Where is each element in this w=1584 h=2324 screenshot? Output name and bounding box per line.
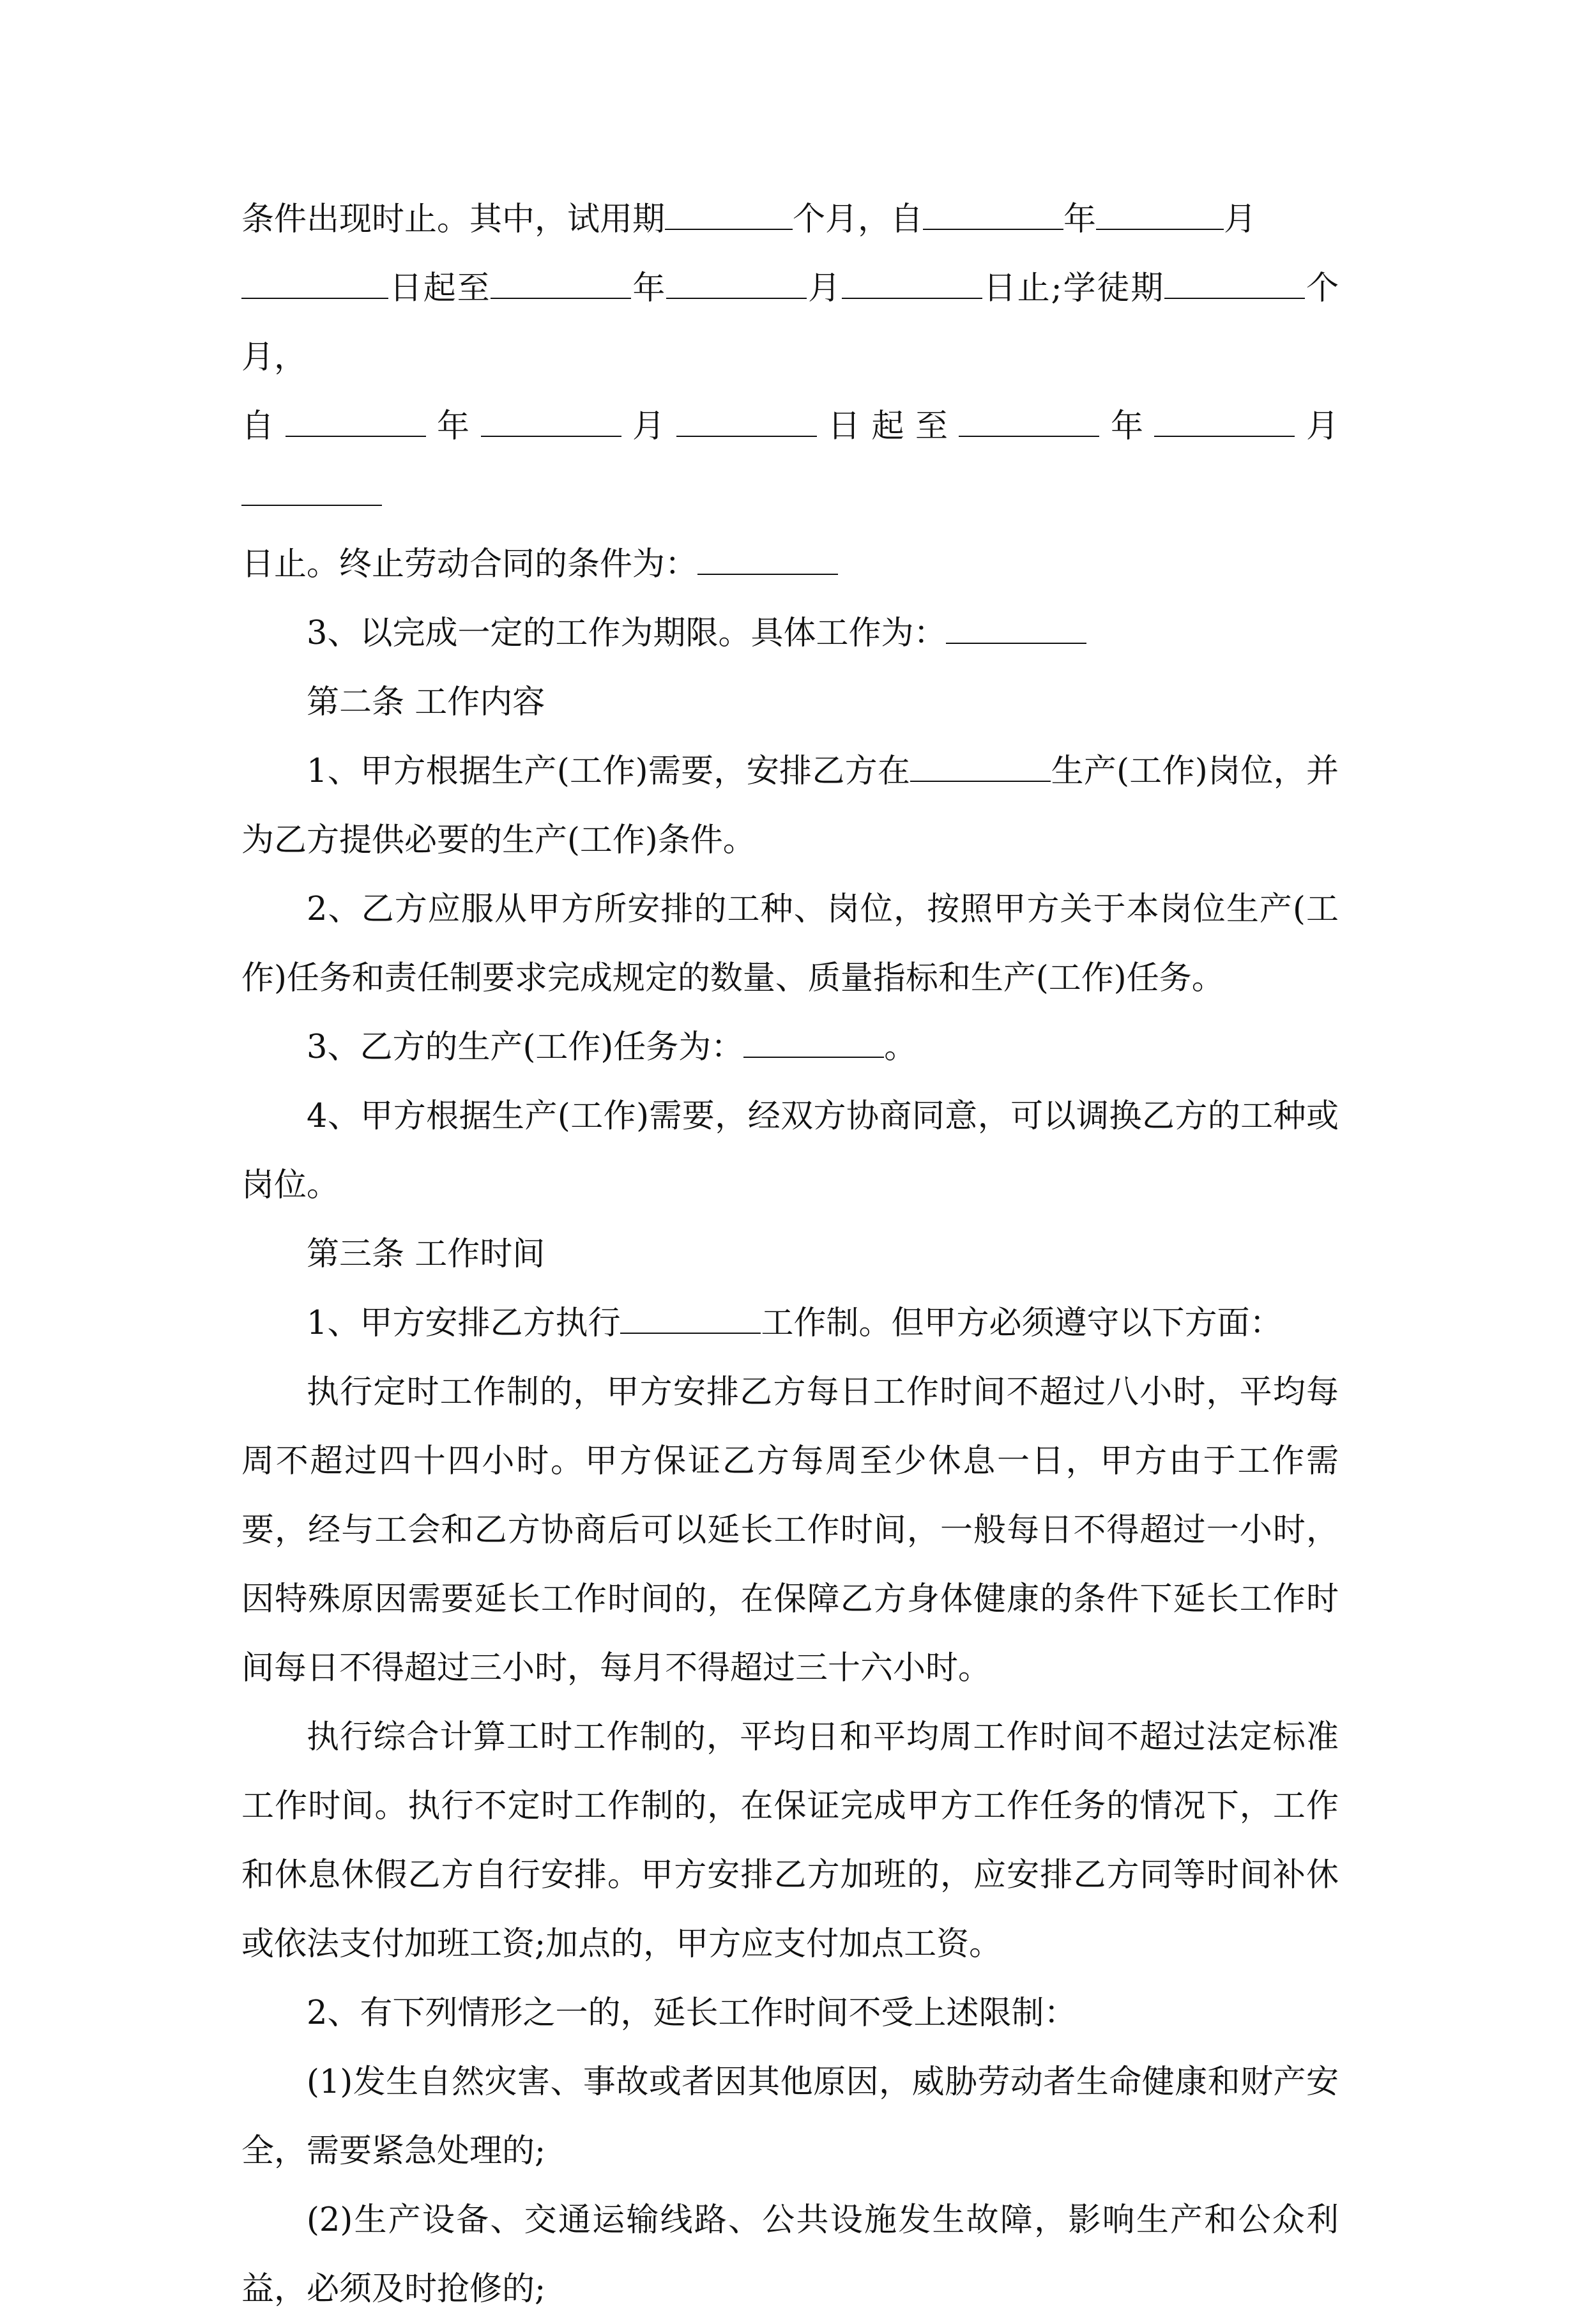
text: 月 [1295, 408, 1339, 445]
blank-line [946, 617, 1086, 644]
blank-line [910, 755, 1051, 782]
blank-line [1096, 203, 1224, 230]
paragraph [241, 185, 1339, 254]
paragraph: (2)生产设备、交通运输线路、公共设施发生故障，影响生产和公众利益，必须及时抢修的; [241, 2201, 1339, 2308]
blank-line [666, 272, 807, 299]
blank-line [665, 203, 793, 230]
blank-line [743, 1031, 884, 1058]
text: 1、甲方安排乙方执行 [307, 1304, 621, 1342]
text: 日止;学徒期 [982, 270, 1165, 307]
text: 个月，自 [793, 201, 924, 238]
blank-line [241, 272, 388, 299]
paragraph [241, 737, 1339, 875]
text: 条件出现时止。其中，试用期 [241, 201, 666, 238]
section-heading: 第二条 工作内容 [307, 684, 545, 721]
blank-line [959, 410, 1099, 437]
blank-line [842, 272, 982, 299]
blank-line [286, 410, 426, 437]
paragraph: 执行综合计算工时工作制的，平均日和平均周工作时间不超过法定标准工作时间。执行不定时工作制的，在保证完成甲方工作任务的情况下，工作和休息休假乙方自行安排。甲方安排乙方加班的，应安排乙方同等时间补休或依法支付加班工资;加点的，甲方应支付加点工资。 [241, 1718, 1339, 1963]
paragraph: (1)发生自然灾害、事故或者因其他原因，威胁劳动者生命健康和财产安全，需要紧急处理的; [241, 2063, 1339, 2170]
text: 3、以完成一定的工作为期限。具体工作为： [307, 615, 947, 652]
text: 工作制。但甲方必须遵守以下方面： [761, 1304, 1283, 1342]
blank-line [697, 548, 838, 575]
paragraph: 执行定时工作制的，甲方安排乙方每日工作时间不超过八小时，平均每周不超过四十四小时。甲方保证乙方每周至少休息一日，甲方由于工作需要，经与工会和乙方协商后可以延长工作时间，一般每日不得超过一小时，因特殊原因需要延长工作时间的，在保障乙方身体健康的条件下延长工作时间每日不得超过三小时，每月不得超过三十六小时。 [241, 1373, 1339, 1687]
blank-line [241, 479, 382, 506]
paragraph: 2、乙方应服从甲方所安排的工种、岗位，按照甲方关于本岗位生产(工作)任务和责任制要求完成规定的数量、质量指标和生产(工作)任务。 [241, 891, 1339, 997]
text: 日起至 [816, 408, 959, 445]
blank-line [491, 272, 631, 299]
blank-line [481, 410, 621, 437]
paragraph [241, 1013, 1339, 1082]
blank-line [1164, 272, 1305, 299]
paragraph [241, 530, 1339, 599]
text: 年 [631, 270, 667, 307]
text: 1、甲方根据生产(工作)需要，安排乙方在 [307, 753, 911, 790]
text: 日起至 [388, 270, 491, 307]
paragraph [241, 1289, 1339, 1358]
blank-line [676, 410, 817, 437]
paragraph [241, 392, 1339, 530]
text: 年 [1099, 408, 1155, 445]
text: 3、乙方的生产(工作)任务为： [307, 1028, 744, 1066]
text: 生产(工作)岗位，并为乙方提供必要的生产(工作)条件。 [241, 753, 1339, 859]
text: 月 [807, 270, 842, 307]
text: 个月， [241, 270, 1339, 376]
text: 月 [621, 408, 676, 445]
paragraph [241, 254, 1339, 392]
text: 自 [241, 408, 286, 445]
paragraph [241, 599, 1339, 668]
paragraph: 4、甲方根据生产(工作)需要，经双方协商同意，可以调换乙方的工种或岗位。 [241, 1097, 1339, 1204]
document-body [241, 185, 1339, 2324]
text: 。 [884, 1028, 917, 1066]
paragraph: 2、有下列情形之一的，延长工作时间不受上述限制： [307, 1994, 1077, 2032]
section-heading: 第三条 工作时间 [307, 1235, 545, 1273]
blank-line [620, 1307, 761, 1334]
blank-line [1154, 410, 1295, 437]
text: 年 [425, 408, 481, 445]
text: 日止。终止劳动合同的条件为： [241, 546, 698, 583]
text: 年 [1063, 201, 1097, 238]
text: 月 [1224, 201, 1257, 238]
blank-line [923, 203, 1063, 230]
